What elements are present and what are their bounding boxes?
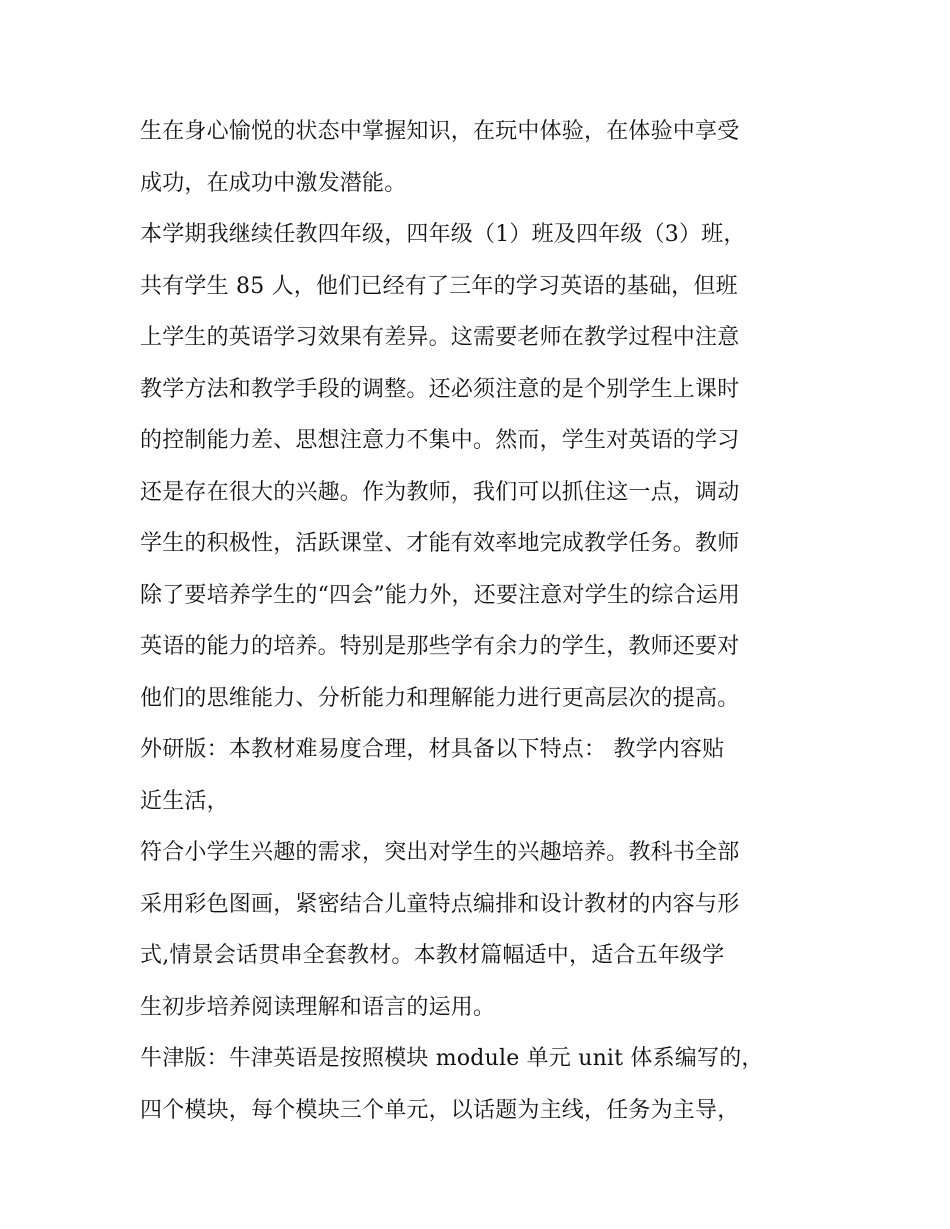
body-text — [140, 106, 830, 1136]
text-line: 还是存在很大的兴趣。作为教师，我们可以抓住这一点，调动 — [140, 479, 740, 505]
text-line: 牛津版：牛津英语是按照模块 module 单元 unit 体系编写的， — [140, 1046, 764, 1071]
text-line: 式,情景会话贯串全套教材。本教材篇幅适中，适合五年级学 — [140, 943, 725, 968]
text-line: 四个模块，每个模块三个单元，以话题为主线，任务为主导， — [140, 1097, 740, 1123]
text-line: 成功，在成功中激发潜能。 — [140, 170, 407, 196]
text-line: 外研版：本教材难易度合理，材具备以下特点： 教学内容贴 — [140, 737, 725, 762]
text-line: 的控制能力差、思想注意力不集中。然而，学生对英语的学习 — [140, 428, 740, 453]
text-line: 近生活， — [140, 788, 229, 814]
text-line: 除了要培养学生的“四会”能力外，还要注意对学生的综合运用 — [140, 582, 741, 608]
text-line: 生初步培养阅读理解和语言的运用。 — [140, 994, 496, 1020]
text-line: 上学生的英语学习效果有差异。这需要老师在教学过程中注意 — [140, 325, 740, 350]
text-line: 采用彩色图画，紧密结合儿童特点编排和设计教材的内容与形 — [140, 891, 740, 917]
text-line: 本学期我继续任教四年级，四年级（1）班及四年级（3）班， — [140, 222, 746, 247]
text-line: 他们的思维能力、分析能力和理解能力进行更高层次的提高。 — [140, 685, 740, 711]
text-line: 英语的能力的培养。特别是那些学有余力的学生，教师还要对 — [140, 634, 740, 659]
text-line: 教学方法和教学手段的调整。还必须注意的是个别学生上课时 — [140, 376, 740, 402]
text-line: 共有学生 85 人，他们已经有了三年的学习英语的基础，但班 — [140, 273, 738, 299]
text-line: 学生的积极性，活跃课堂、才能有效率地完成教学任务。教师 — [140, 531, 740, 556]
text-line: 生在身心愉悦的状态中掌握知识，在玩中体验，在体验中享受 — [140, 119, 740, 144]
text-line: 符合小学生兴趣的需求，突出对学生的兴趣培养。教科书全部 — [140, 840, 740, 865]
